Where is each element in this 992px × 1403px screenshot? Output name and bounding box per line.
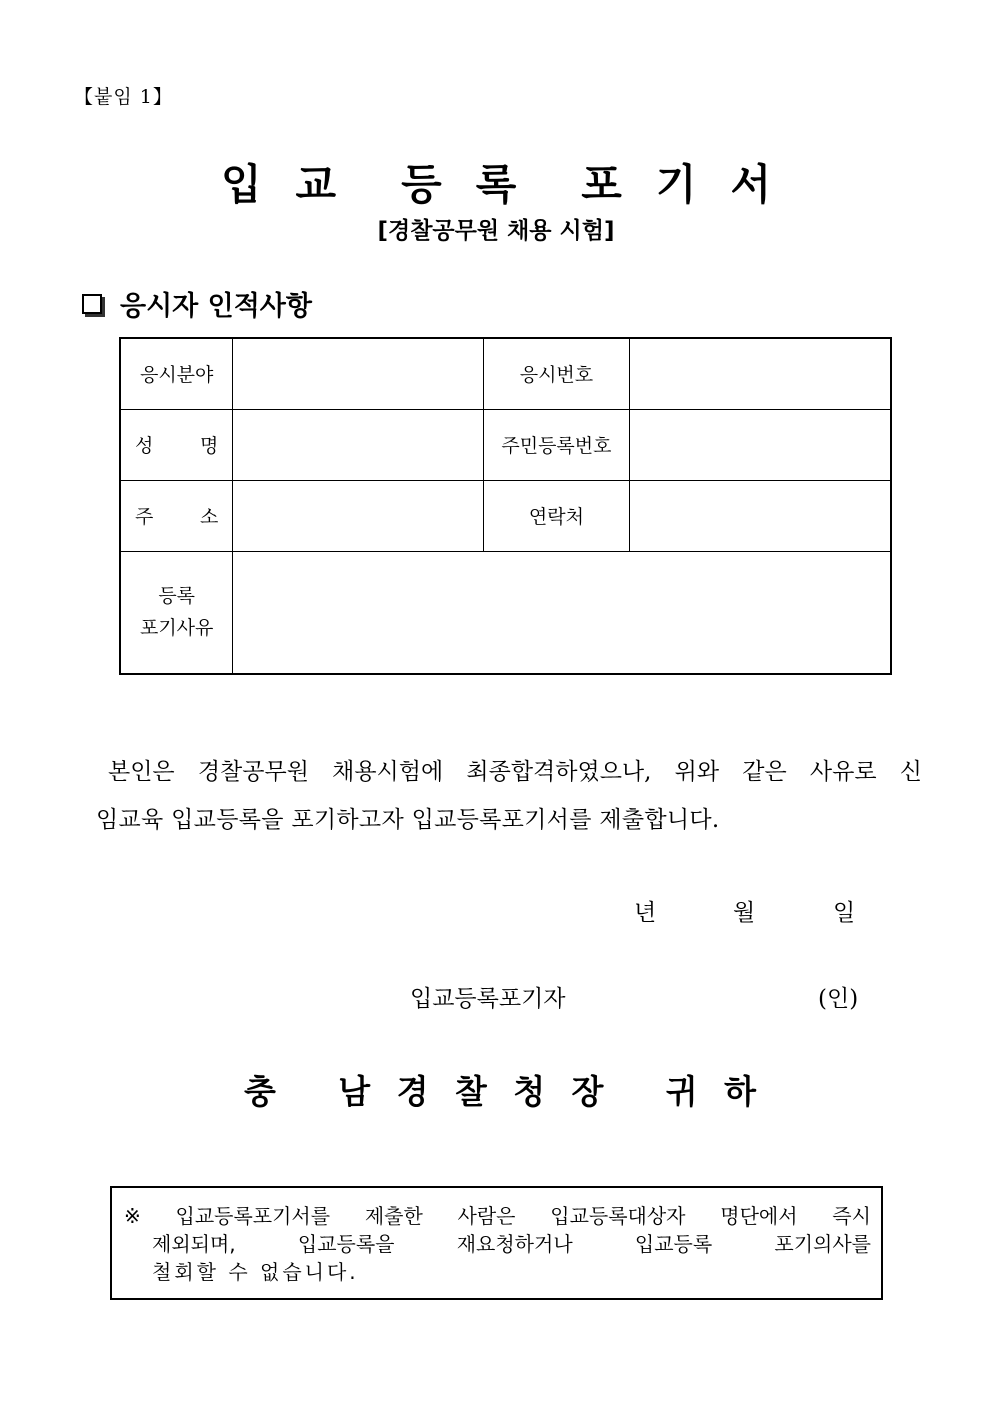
section-heading-text: 응시자 인적사항 <box>120 291 312 322</box>
title-char: 등 <box>401 160 442 209</box>
notice-word: 입교등록포기서를 <box>175 1204 331 1228</box>
recipient-char: 찰 <box>454 1072 487 1111</box>
label-field: 응시분야 <box>120 338 233 409</box>
notice-line-3: 철회할 수 없습니다. <box>152 1260 359 1284</box>
notice-word: 사람은 <box>457 1204 516 1228</box>
table-row <box>120 480 891 551</box>
label-name-part: 명 <box>200 435 219 457</box>
table-row <box>120 551 891 674</box>
title-char: 입 <box>220 160 262 209</box>
field-input-address[interactable] <box>233 480 483 551</box>
label-address <box>120 480 233 551</box>
field-input-reason[interactable] <box>233 551 891 674</box>
page-subtitle: [경찰공무원 채용 시험] <box>377 218 615 244</box>
seal-label: (인) <box>818 986 859 1012</box>
statement-word: 사유로 <box>809 759 877 785</box>
label-resident-number: 주민등록번호 <box>483 409 630 480</box>
recipient-char: 하 <box>724 1072 756 1111</box>
label-name-part: 성 <box>135 435 154 457</box>
notice-word: 입교등록을 <box>297 1232 395 1256</box>
label-reason-line2: 포기사유 <box>139 617 214 640</box>
notice-word: 재요청하거나 <box>456 1232 573 1256</box>
notice-word: 포기의사를 <box>774 1232 871 1256</box>
title-char: 포 <box>581 160 622 209</box>
field-input-name[interactable] <box>233 409 483 480</box>
title-char: 서 <box>730 160 772 209</box>
label-reason-line1: 등록 <box>158 585 196 608</box>
statement-word: 본인은 <box>108 759 175 785</box>
field-input-exam-number[interactable] <box>630 338 891 409</box>
field-input-application-field[interactable] <box>233 338 483 409</box>
statement-word: 최종합격하였으나, <box>466 759 652 785</box>
table-row <box>120 338 891 409</box>
recipient-line <box>244 1066 756 1113</box>
notice-word: 즉시 <box>832 1204 871 1228</box>
signer-label: 입교등록포기자 <box>410 986 566 1012</box>
recipient-char: 귀 <box>665 1072 698 1111</box>
recipient-char: 경 <box>396 1072 429 1111</box>
statement-paragraph <box>96 748 922 844</box>
notice-word: 입교등록 <box>634 1232 713 1256</box>
date-day-label: 일 <box>833 900 856 926</box>
label-address-part: 소 <box>200 506 219 528</box>
statement-word: 위와 <box>674 759 720 785</box>
page-title <box>0 152 992 212</box>
applicant-info-table <box>119 337 892 675</box>
attachment-label: 【붙임 1】 <box>74 86 173 108</box>
label-name <box>120 409 233 480</box>
statement-word: 채용시험에 <box>332 759 444 785</box>
date-month-label: 월 <box>733 900 756 926</box>
recipient-char: 충 <box>244 1072 276 1111</box>
notice-word: 명단에서 <box>720 1204 798 1228</box>
statement-word: 신 <box>899 759 922 785</box>
notice-word: 제출한 <box>364 1204 423 1228</box>
table-row <box>120 409 891 480</box>
reference-mark-icon: ※ <box>124 1204 141 1228</box>
notice-word: 입교등록대상자 <box>550 1204 686 1228</box>
recipient-char: 장 <box>571 1072 604 1111</box>
recipient-char: 남 <box>338 1072 371 1111</box>
date-year-label: 년 <box>634 900 657 926</box>
statement-word: 같은 <box>742 759 787 785</box>
notice-line-2 <box>124 1230 871 1258</box>
label-address-part: 주 <box>135 506 154 528</box>
title-char: 록 <box>475 160 517 209</box>
label-contact: 연락처 <box>483 480 630 551</box>
title-char: 기 <box>655 160 697 209</box>
statement-line-2: 임교육 입교등록을 포기하고자 입교등록포기서를 제출합니다. <box>96 807 720 833</box>
field-input-contact[interactable] <box>630 480 891 551</box>
statement-line-1 <box>96 748 922 796</box>
recipient-char: 청 <box>513 1072 546 1111</box>
notice-word: 제외되며, <box>152 1232 236 1256</box>
notice-line-1 <box>124 1202 871 1230</box>
field-input-resident-number[interactable] <box>630 409 891 480</box>
statement-word: 경찰공무원 <box>197 759 309 785</box>
notice-box <box>110 1186 883 1300</box>
section-heading <box>82 284 312 323</box>
checkbox-icon <box>82 294 102 314</box>
label-exam-number: 응시번호 <box>483 338 630 409</box>
title-char: 교 <box>295 160 337 209</box>
label-reason <box>120 551 233 674</box>
